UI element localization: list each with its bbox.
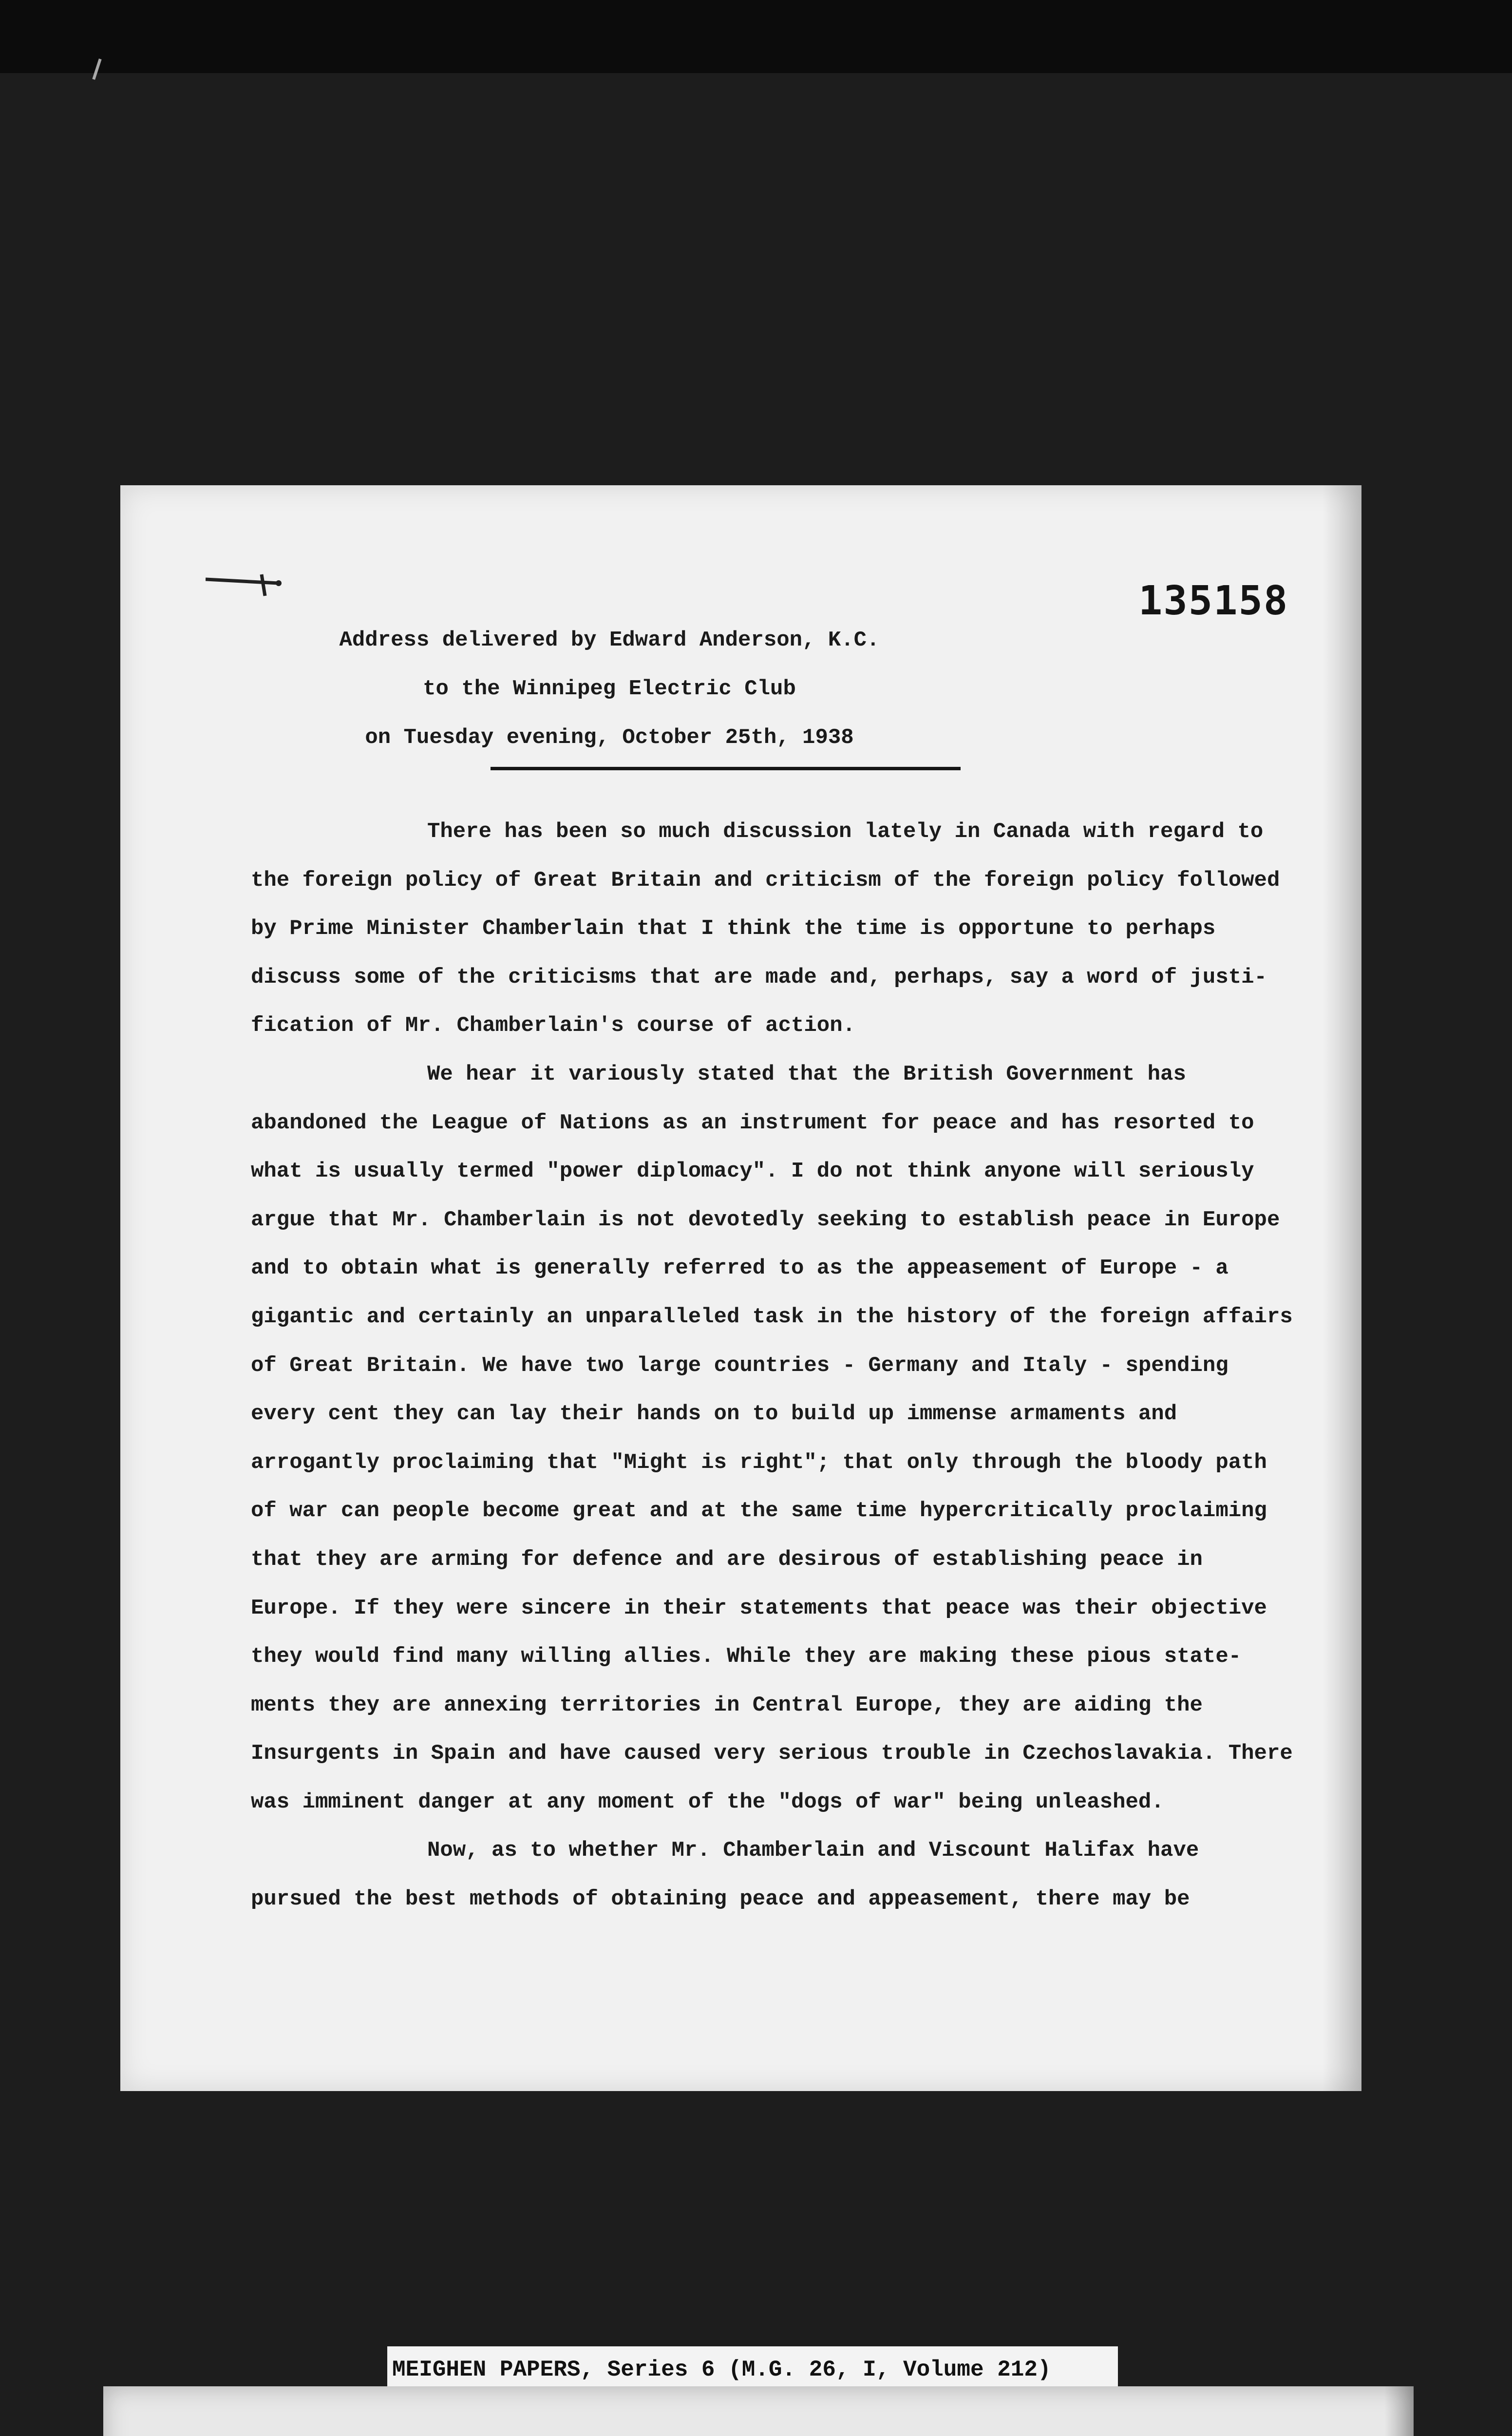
heading-line: to the Winnipeg Electric Club xyxy=(423,677,796,701)
text-line: abandoned the League of Nations as an instrument for peace and has resorted to xyxy=(251,1110,1254,1135)
text-line: of war can people become great and at the same time hypercritically proclaiming xyxy=(251,1499,1267,1523)
text-line: was imminent danger at any moment of the "dogs of war" being unleashed. xyxy=(251,1789,1164,1814)
pin-mark-icon xyxy=(206,571,288,600)
document-page xyxy=(120,485,1361,2091)
text-line: discuss some of the criticisms that are made and, perhaps, say a word of justi- xyxy=(251,965,1267,990)
text-line: what is usually termed "power diplomacy". I do not think anyone will seriously xyxy=(251,1159,1254,1184)
heading-line: on Tuesday evening, October 25th, 1938 xyxy=(365,725,854,750)
address-heading xyxy=(120,616,1098,762)
text-line: Insurgents in Spain and have caused very serious trouble in Czechoslavakia. There xyxy=(251,1741,1293,1766)
text-line: the foreign policy of Great Britain and criticism of the foreign policy followed xyxy=(251,868,1280,893)
text-line: arrogantly proclaiming that "Might is right"; that only through the bloody path xyxy=(251,1450,1267,1475)
page-number: 135158 xyxy=(1138,578,1289,624)
stamp-shadow-edge xyxy=(1384,2386,1414,2436)
heading-line: Address delivered by Edward Anderson, K.C. xyxy=(339,628,880,652)
text-line: pursued the best methods of obtaining peace and appeasement, there may be xyxy=(251,1887,1190,1912)
text-line: and to obtain what is generally referred to as the appeasement of Europe - a xyxy=(251,1256,1228,1281)
text-line: by Prime Minister Chamberlain that I think the time is opportune to perhaps xyxy=(251,916,1216,941)
text-line: There has been so much discussion lately in Canada with regard to xyxy=(427,819,1264,844)
text-line: Now, as to whether Mr. Chamberlain and Viscount Halifax have xyxy=(427,1838,1199,1863)
text-line: gigantic and certainly an unparalleled task in the history of the foreign affairs xyxy=(251,1304,1293,1329)
address-body xyxy=(251,808,1361,1924)
text-line: We hear it variously stated that the British Government has xyxy=(427,1062,1186,1086)
film-top-band xyxy=(0,0,1512,73)
text-line: they would find many willing allies. While they are making these pious state- xyxy=(251,1644,1242,1669)
text-line: Europe. If they were sincere in their statements that peace was their objective xyxy=(251,1596,1267,1620)
public-archives-stamp xyxy=(103,2386,1414,2436)
text-line: every cent they can lay their hands on to build up immense armaments and xyxy=(251,1402,1177,1427)
text-line: fication of Mr. Chamberlain's course of action. xyxy=(251,1013,856,1038)
text-line: argue that Mr. Chamberlain is not devotedly seeking to establish peace in Europe xyxy=(251,1207,1280,1232)
text-line: that they are arming for defence and are desirous of establishing peace in xyxy=(251,1547,1203,1572)
heading-underline xyxy=(491,767,961,770)
text-line: ments they are annexing territories in Central Europe, they are aiding the xyxy=(251,1693,1203,1717)
archive-reference-text: MEIGHEN PAPERS, Series 6 (M.G. 26, I, Volume 212) xyxy=(392,2357,1051,2382)
text-line: of Great Britain. We have two large countries - Germany and Italy - spending xyxy=(251,1353,1228,1378)
